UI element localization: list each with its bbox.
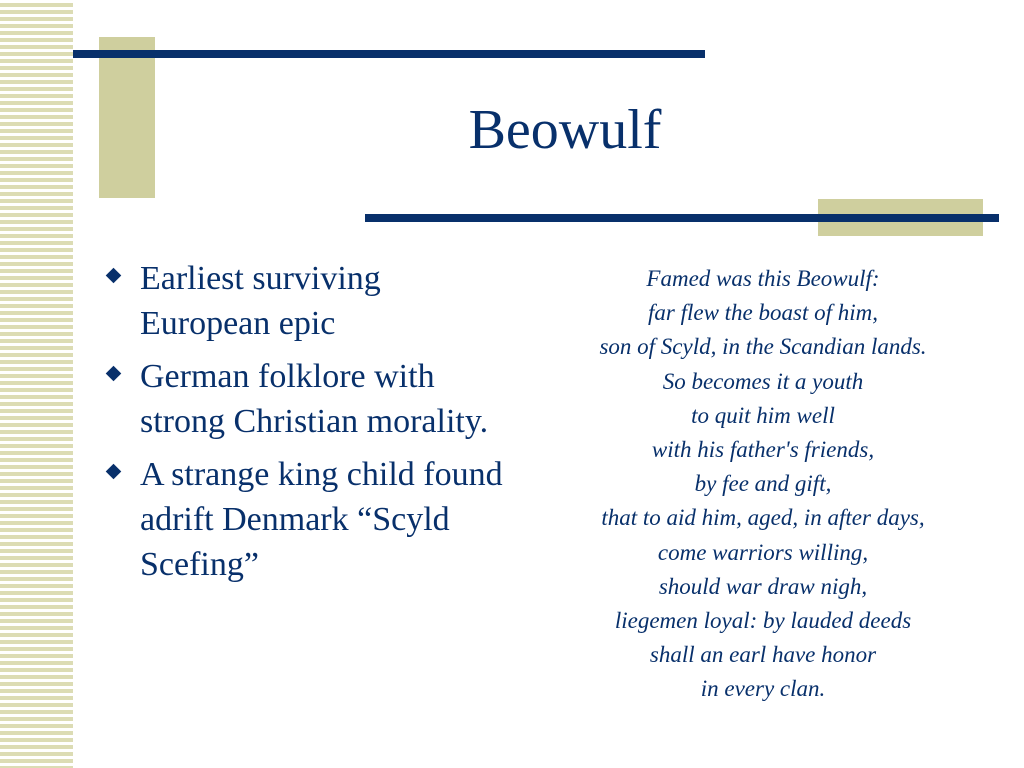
poem-line: son of Scyld, in the Scandian lands. [599,334,927,360]
poem-line: Famed was this Beowulf: [646,266,880,291]
poem-line: should war draw nigh, [658,573,868,599]
decorative-tan-block-top [99,37,155,198]
poem-line: that to aid him, aged, in after days, [601,505,925,531]
decorative-stripes [0,0,73,768]
poem-line: So becomes it a youth [662,368,864,394]
title-rule-top [73,50,705,58]
poem-excerpt [540,262,986,707]
poem-line: in every clan. [700,676,826,702]
bullet-text: Earliest surviving European epic [140,260,381,342]
bullet-item [104,452,504,587]
diamond-bullet-icon [106,464,122,480]
diamond-bullet-icon [106,268,122,284]
slide-title: Beowulf [468,99,662,161]
poem-line: liegemen loyal: by lauded deeds [614,608,912,634]
bullet-text: A strange king child found adrift Denmark “Scyld Scefing” [140,456,503,583]
poem-line: by fee and gift, [694,471,832,497]
bullet-item [104,354,504,444]
bullet-text: German folklore with strong Christian morality. [140,358,489,440]
bullet-item [104,256,504,346]
poem-line: shall an earl have honor [649,642,877,668]
poem-line: to quit him well [691,402,835,428]
poem-line: come warriors willing, [657,539,869,565]
poem-line: far flew the boast of him, [648,300,878,326]
diamond-bullet-icon [106,366,122,382]
bullet-list [104,256,504,595]
poem-line: with his father's friends, [651,437,875,463]
title-rule-bottom [365,214,999,222]
